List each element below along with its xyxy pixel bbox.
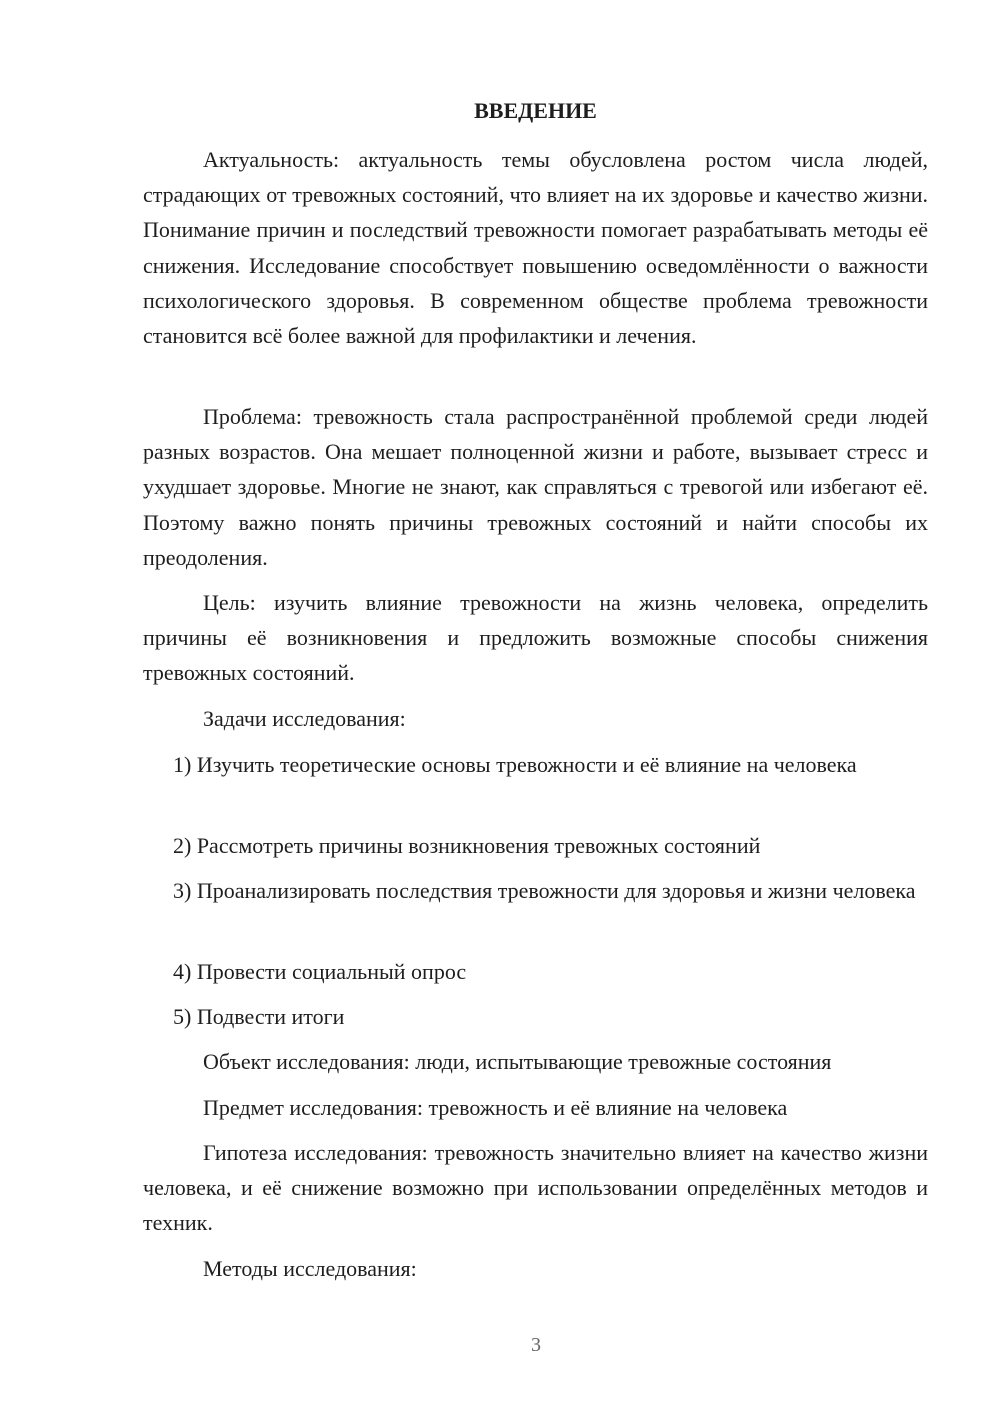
task-list-item xyxy=(143,747,928,782)
methods-title: Методы исследования: xyxy=(203,1256,417,1281)
hypothesis-text: Гипотеза исследования: тревожность значительно влияет на качество жизни человека, и её снижение возможно при использовании определённых методов и техник. xyxy=(143,1140,928,1236)
task-text: 5) Подвести итоги xyxy=(173,1004,345,1029)
relevance-text: Актуальность: актуальность темы обусловлена ростом числа людей, страдающих от тревожных состояний, что влияет на их здоровье и качество жизни. Понимание причин и последствий тревожности помогает разрабатывать методы её снижения. Исследование способствует повышению осведомлённости о важности психологического здоровья. В современном обществе проблема тревожности становится всё более важной для профилактики и лечения. xyxy=(143,147,928,349)
subject-text: Предмет исследования: тревожность и её влияние на человека xyxy=(203,1095,788,1120)
subject-paragraph xyxy=(143,1090,928,1125)
goal-text: Цель: изучить влияние тревожности на жизнь человека, определить причины её возникновения и предложить возможные способы снижения тревожных состояний. xyxy=(143,590,928,686)
task-text: 1) Изучить теоретические основы тревожности и её влияние на человека xyxy=(173,752,857,777)
relevance-paragraph xyxy=(143,142,928,353)
section-heading: ВВЕДЕНИЕ xyxy=(474,98,597,123)
task-list-item xyxy=(143,954,928,989)
object-paragraph xyxy=(143,1044,928,1079)
problem-text: Проблема: тревожность стала распространённой проблемой среди людей разных возрастов. Она мешает полноценной жизни и работе, вызывает стресс и ухудшает здоровье. Многие не знают, как справляться с тревогой или избегают её. Поэтому важно понять причины тревожных состояний и найти способы их преодоления. xyxy=(143,404,928,570)
problem-paragraph xyxy=(143,399,928,575)
task-list-item xyxy=(143,828,928,863)
object-text: Объект исследования: люди, испытывающие тревожные состояния xyxy=(203,1049,832,1074)
goal-paragraph xyxy=(143,585,928,691)
tasks-title: Задачи исследования: xyxy=(203,706,406,731)
tasks-title-paragraph xyxy=(143,701,928,736)
task-text: 3) Проанализировать последствия тревожности для здоровья и жизни человека xyxy=(173,878,916,903)
task-text: 2) Рассмотреть причины возникновения тревожных состояний xyxy=(173,833,761,858)
task-list-item xyxy=(143,999,928,1034)
page-number: 3 xyxy=(531,1334,541,1356)
hypothesis-paragraph xyxy=(143,1135,928,1241)
task-text: 4) Провести социальный опрос xyxy=(173,959,467,984)
methods-title-paragraph xyxy=(143,1251,928,1286)
task-list-item xyxy=(143,873,928,908)
